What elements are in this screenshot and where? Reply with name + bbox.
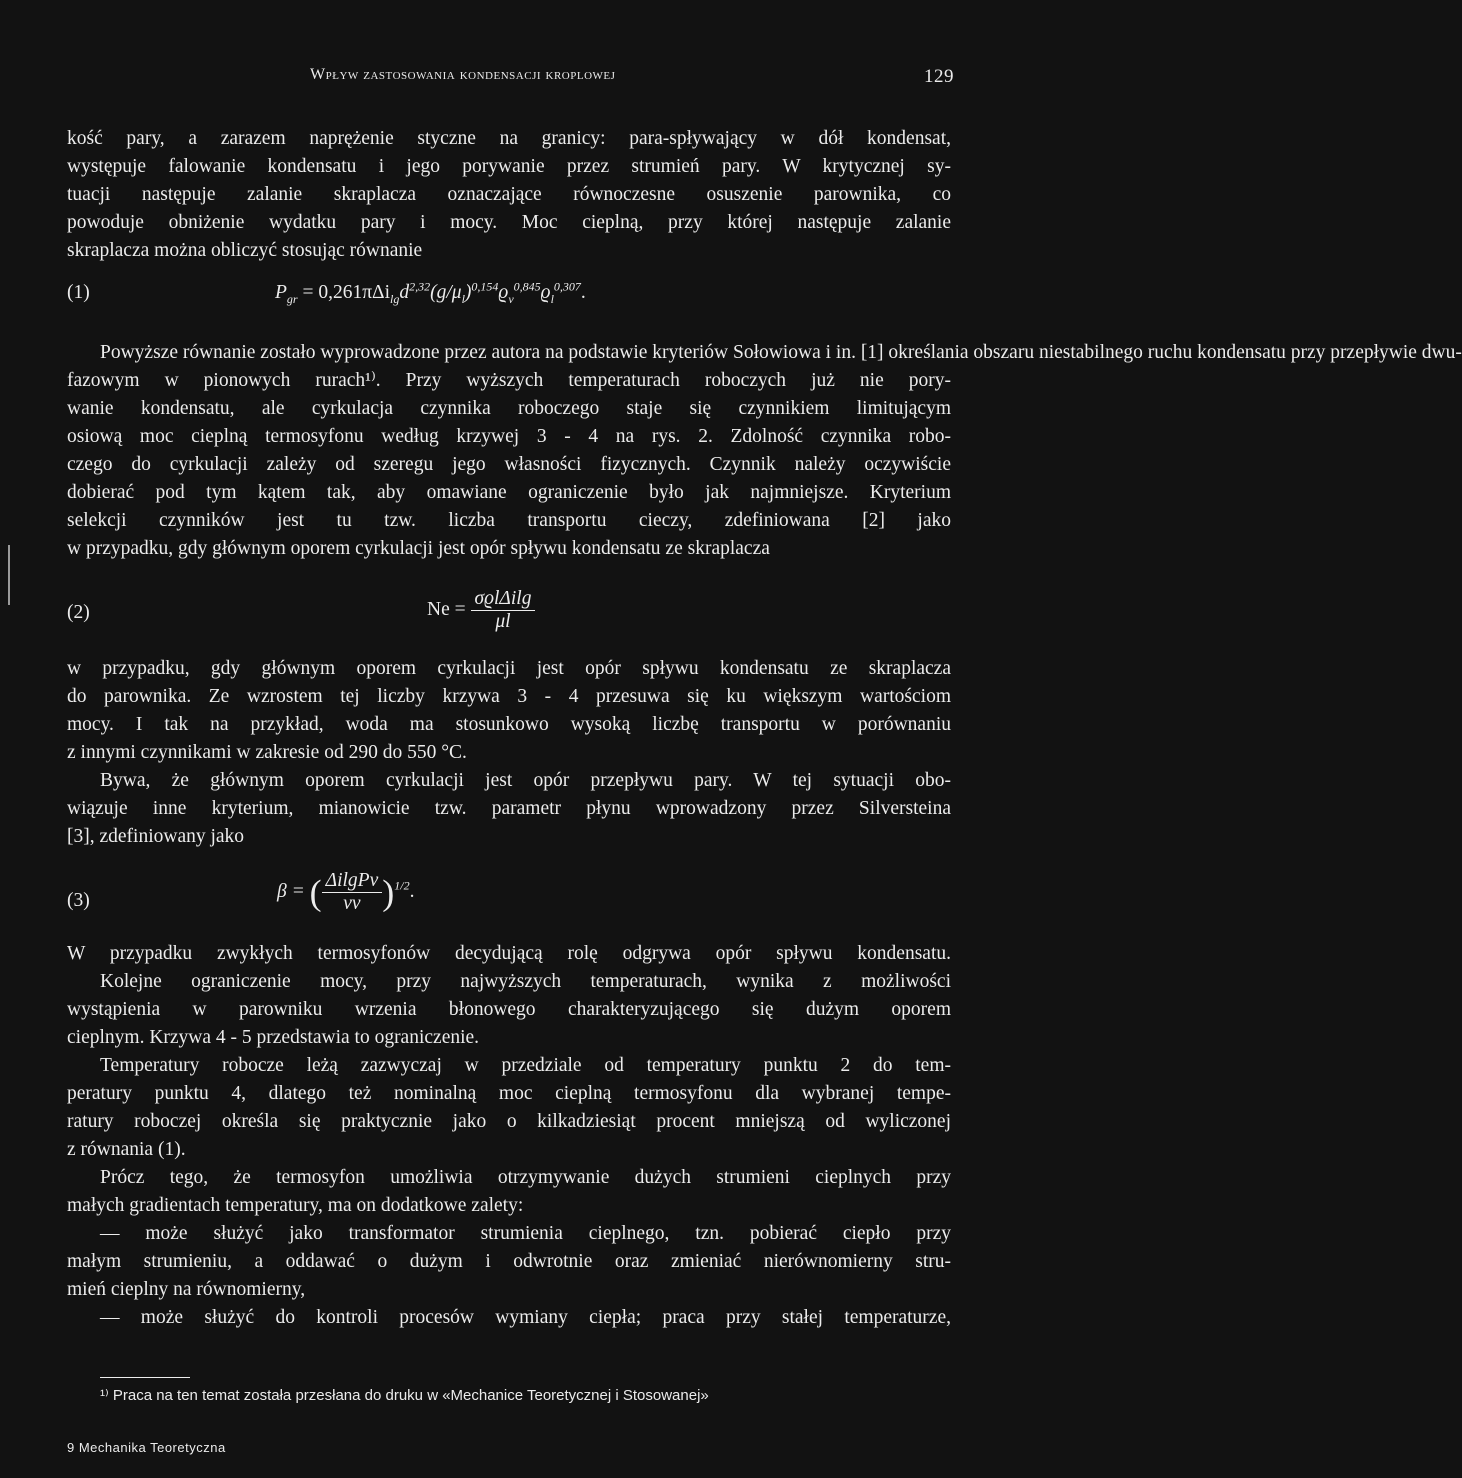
text-line: osiową moc cieplną termosyfonu według krzywej 3 - 4 na rys. 2. Zdolność czynnika robo- (67, 426, 951, 447)
equation-number: (1) (67, 282, 90, 303)
text-line: Prócz tego, że termosyfon umożliwia otrzymywanie dużych strumieni cieplnych przy (100, 1167, 951, 1188)
text-line: peratury punktu 4, dlatego też nominalną moc cieplną termosyfonu dla wybranej tempe- (67, 1083, 951, 1104)
running-header (310, 66, 954, 87)
text-line: — może służyć jako transformator strumienia cieplnego, tzn. pobierać ciepło przy (100, 1223, 951, 1244)
text-line: wiązuje inne kryterium, mianowicie tzw. parametr płynu wprowadzony przez Silversteina (67, 798, 951, 819)
text-line: ratury roboczej określa się praktycznie jako o kilkadziesiąt procent mniejszą od wyliczonej (67, 1111, 951, 1132)
text-line: czego do cyrkulacji zależy od szeregu jego własności fizycznych. Czynnik należy oczywiście (67, 454, 951, 475)
text-line: małym strumieniu, a oddawać o dużym i odwrotnie oraz zmieniać nierównomierny stru- (67, 1251, 951, 1272)
text-line: do parownika. Ze wzrostem tej liczby krzywa 3 - 4 przesuwa się ku większym wartościom (67, 686, 951, 707)
text-line: powoduje obniżenie wydatku pary i mocy. Moc cieplną, przy której następuje zalanie (67, 212, 951, 233)
running-title: Wpływ zastosowania kondensacji kroplowej (310, 66, 616, 83)
text-line: selekcji czynników jest tu tzw. liczba transportu cieczy, zdefiniowana [2] jako (67, 510, 951, 531)
equation-number: (2) (67, 602, 90, 623)
equation-body: $P_{gr} = 0,261\pi\Delta i_{lg}d^{2,32}(g/\mu_l)^{0,154}ϱ_v^{0,845}ϱ_l^{0,307}$. (275, 279, 586, 306)
text-line: w przypadku, gdy głównym oporem cyrkulacji jest opór spływu kondensatu ze skraplacza (67, 538, 770, 559)
printer-signature: 9 Mechanika Teoretyczna (67, 1440, 226, 1455)
text-line: Powyższe równanie zostało wyprowadzone przez autora na podstawie kryteriów Sołowiowa i in. [1] określania obszaru niestabilnego ruchu kondensatu przy przepływie dwu- (100, 342, 1462, 363)
text-line: z innymi czynnikami w zakresie od 290 do 550 °C. (67, 742, 467, 763)
text-line: w przypadku, gdy głównym oporem cyrkulacji jest opór spływu kondensatu ze skraplacza (67, 658, 951, 679)
text-line: [3], zdefiniowany jako (67, 826, 245, 847)
text-line: małych gradientach temperatury, ma on dodatkowe zalety: (67, 1195, 524, 1216)
text-line: występuje falowanie kondensatu i jego porywanie przez strumień pary. W krytycznej sy- (67, 156, 951, 177)
equation-number: (3) (67, 890, 90, 911)
text-line: wystąpienia w parowniku wrzenia błonowego charakteryzującego się dużym oporem (67, 999, 951, 1020)
equation-3 (67, 870, 951, 936)
text-line: tuacji następuje zalanie skraplacza oznaczające równoczesne osuszenie parownika, co (67, 184, 951, 205)
text-line: mocy. I tak na przykład, woda ma stosunkowo wysoką liczbę transportu w porównaniu (67, 714, 951, 735)
text-line: wanie kondensatu, ale cyrkulacja czynnika roboczego staje się czynnikiem limitującym (67, 398, 951, 419)
text-line: skraplacza można obliczyć stosując równanie (67, 240, 423, 261)
text-line: fazowym w pionowych rurach¹⁾. Przy wyższych temperaturach roboczych już nie pory- (67, 370, 951, 391)
page-number: 129 (924, 66, 954, 87)
text-line: mień cieplny na równomierny, (67, 1279, 306, 1300)
footnote: ¹⁾ Praca na ten temat została przesłana do druku w «Mechanice Teoretycznej i Stosowanej» (100, 1387, 709, 1404)
text-line: — może służyć do kontroli procesów wymiany ciepła; praca przy stałej temperaturze, (100, 1307, 951, 1328)
text-line: Temperatury robocze leżą zazwyczaj w przedziale od temperatury punktu 2 do tem- (100, 1055, 951, 1076)
equation-body: β = ( $\frac{\text{ΔilgPv}}{\nu v}$ )$^{1/2}$. (277, 870, 415, 914)
footnote-rule (100, 1377, 190, 1378)
text-line: Kolejne ograniczenie mocy, przy najwyższych temperaturach, wynika z możliwości (100, 971, 951, 992)
text-line: W przypadku zwykłych termosyfonów decydującą rolę odgrywa opór spływu kondensatu. (67, 943, 951, 964)
text-line: dobierać pod tym kątem tak, aby omawiane ograniczenie było jak najmniejsze. Kryterium (67, 482, 951, 503)
scan-margin-mark (8, 545, 10, 605)
text-line: cieplnym. Krzywa 4 - 5 przedstawia to ograniczenie. (67, 1027, 480, 1048)
text-line: kość pary, a zarazem naprężenie styczne na granicy: para-spływający w dół kondensat, (67, 128, 951, 149)
equation-1 (67, 279, 951, 322)
text-line: z równania (1). (67, 1139, 186, 1160)
text-line: Bywa, że głównym oporem cyrkulacji jest opór przepływu pary. W tej sytuacji obo- (100, 770, 951, 791)
equation-body: Ne = $\frac{\text{σϱlΔilg}}{\mu l}$ (427, 588, 535, 633)
equation-2 (67, 588, 951, 648)
